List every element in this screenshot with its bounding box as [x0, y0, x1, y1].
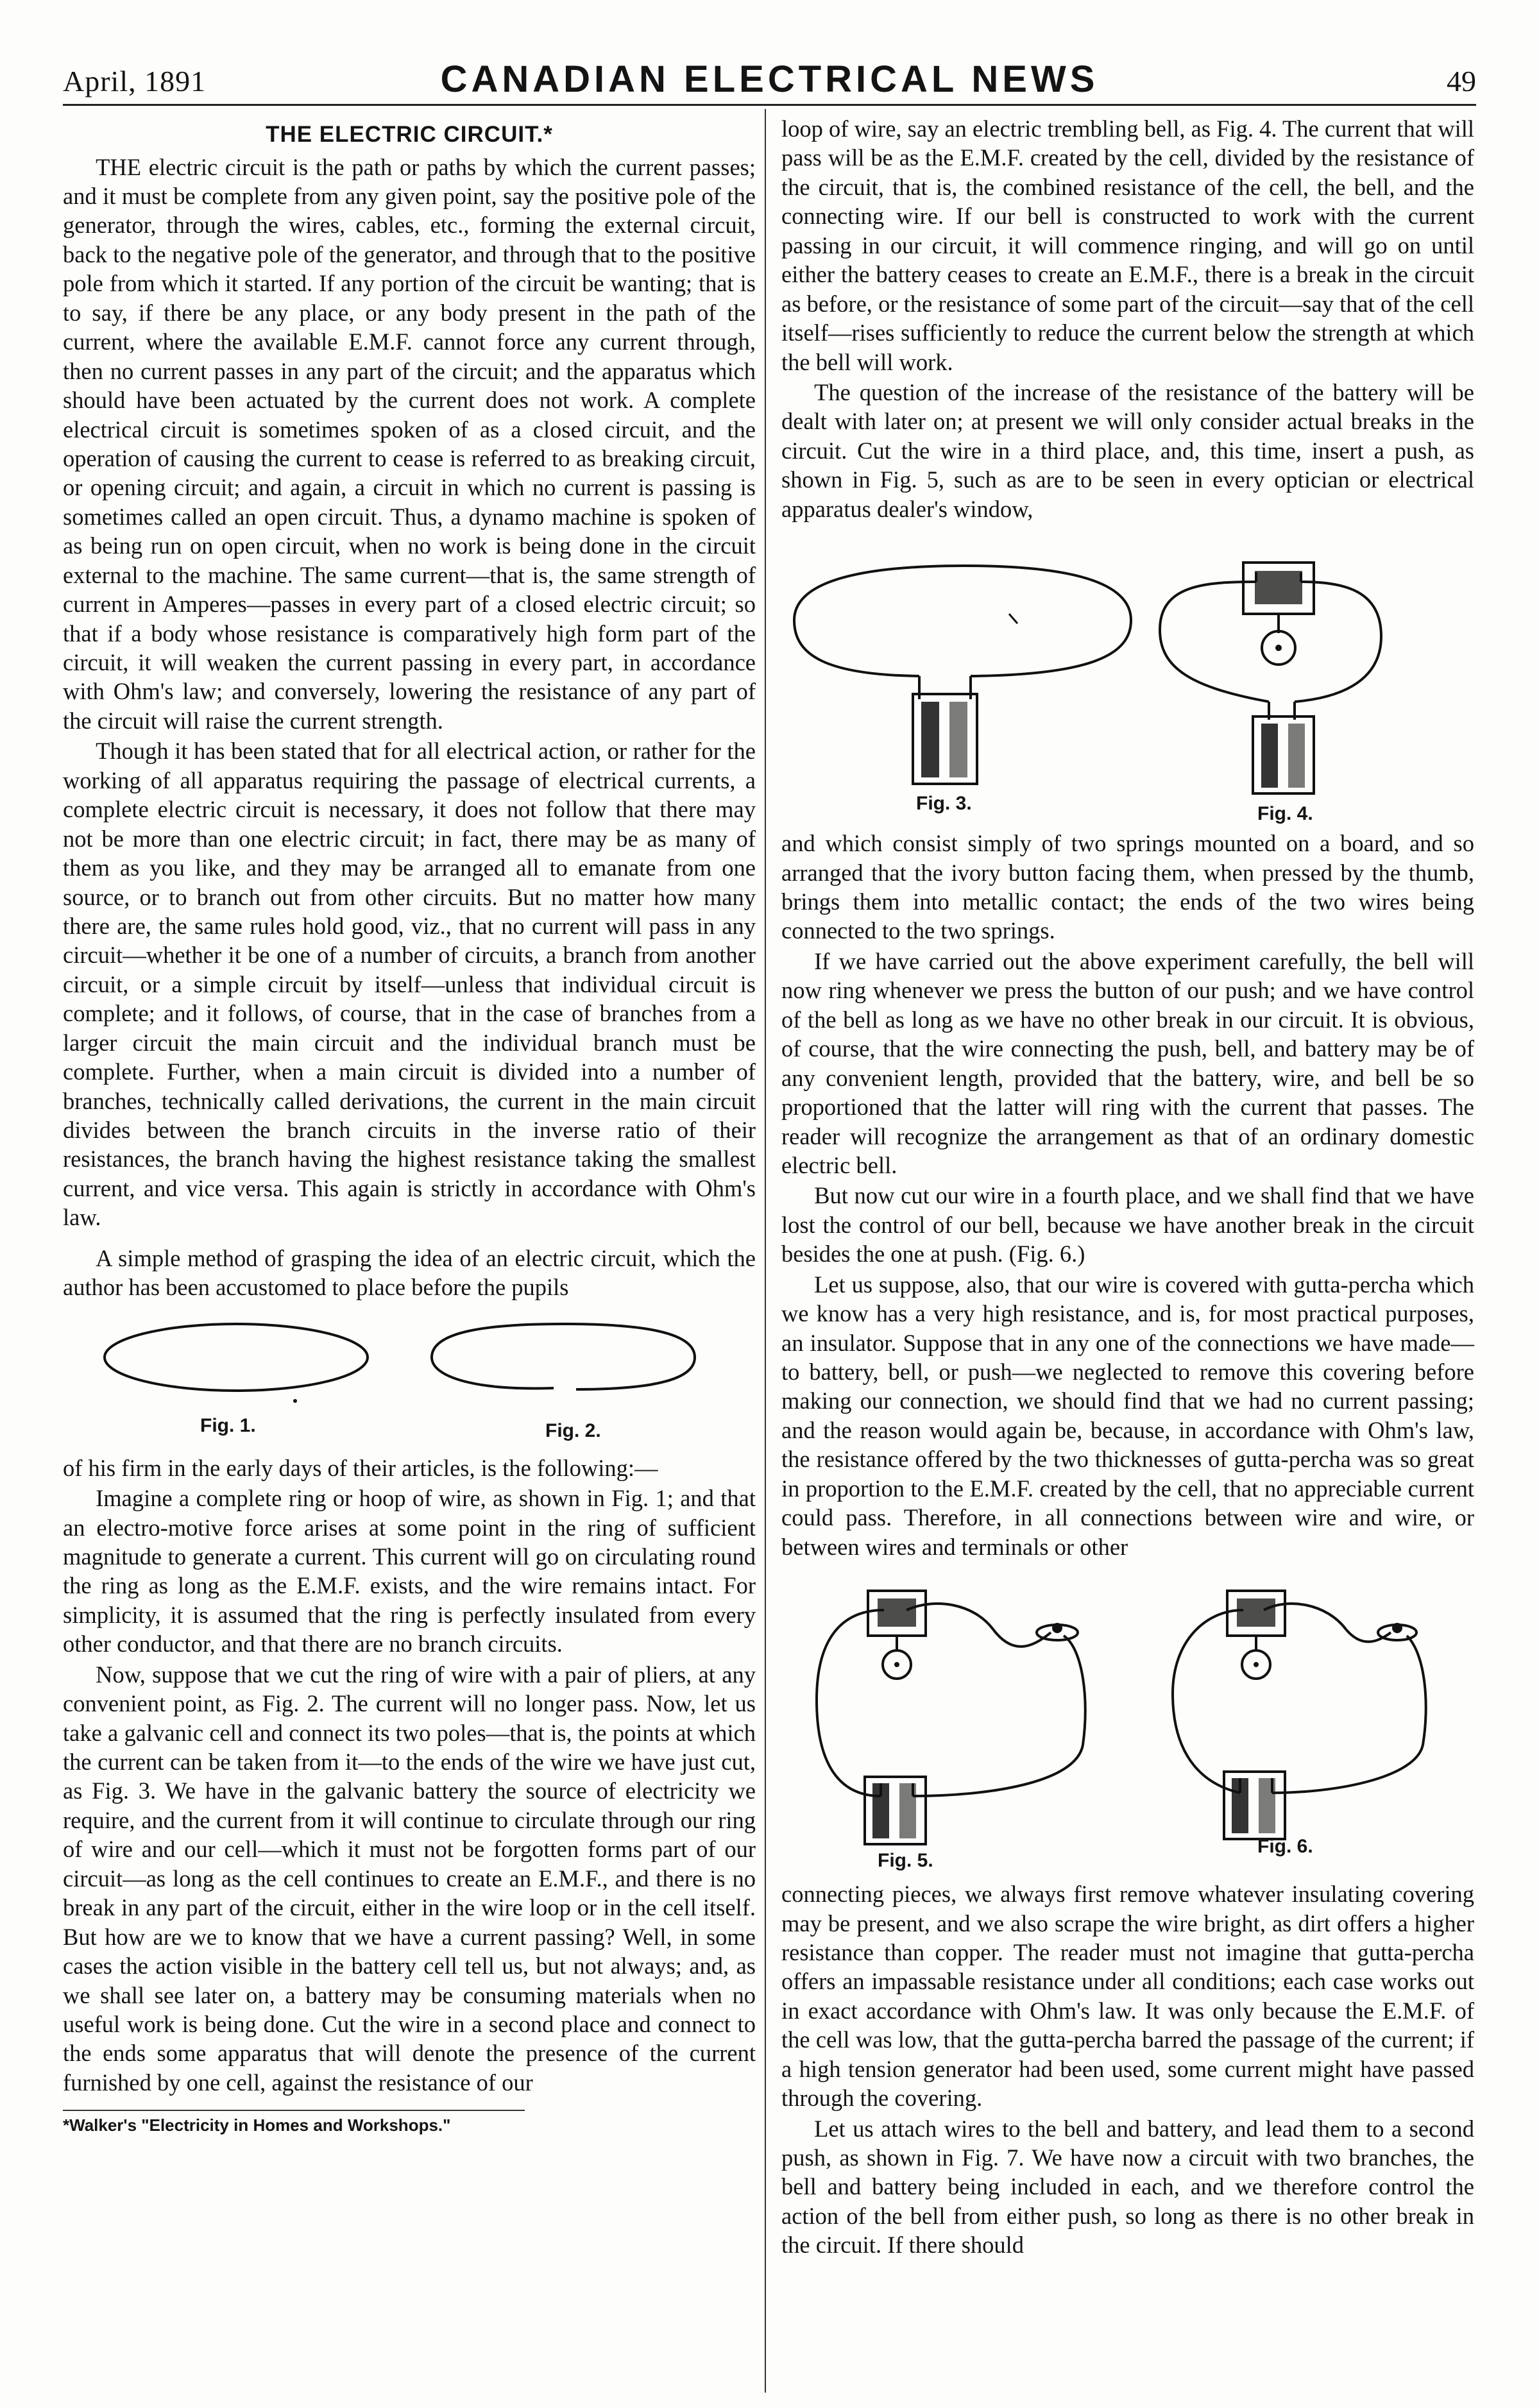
paragraph: But now cut our wire in a fourth place, and we shall find that we have lost the control of our bell, because we have another break in the circuit besides the one at push. (Fig. 6.): [781, 1182, 1474, 1268]
fig3-wire-loop: [794, 566, 1131, 676]
page-header: [63, 58, 1476, 103]
page-number: 49: [1447, 65, 1476, 98]
paragraph: If we have carried out the above experiment carefully, the bell will now ring whenever we press the button of our push; and we have control of the bell as long as we have no other break in our circuit. It is obvious, of course, that the wire connecting the push, bell, and battery may be of any convenient length, provided that the battery, wire, and bell be so proportioned that the latter will ring with the current that passes. The reader will recognize the arrangement as that of an ordinary domestic electric bell.: [781, 947, 1474, 1178]
article-title: THE ELECTRIC CIRCUIT.*: [266, 122, 553, 147]
wire-ring-cut: [432, 1324, 695, 1389]
footnote: *Walker's "Electricity in Homes and Workshops.": [63, 2110, 525, 2135]
paragraph: THE electric circuit is the path or paths by which the current passes; and it must be complete from any given point, say the positive pole of the generator, through the wires, cables, etc., forming the external circuit, back to the negative pole of the generator, and through that to the positive pole from which it started. If any portion of the circuit be wanting; that is to say, if there be any place, or any body present in the path of the current, where the available E.M.F. cannot force any current through, then no current passes in any part of the circuit; and the apparatus which should have been actuated by the current does not work. A complete electrical circuit is sometimes spoken of as a closed circuit, and the operation of causing the current to cease is referred to as breaking circuit, or opening circuit; and again, a circuit in which no current is passing is sometimes called an open circuit. Thus, a dynamo machine is spoken of as being run on open circuit, when no work is being done in the circuit external to the machine. The same current—that is, the same strength of current in Amperes—passes in every part of a closed electric circuit; so that if a body whose resistance is comparatively high form part of the circuit, it will weaken the current passing in every part, in accordance with Ohm's law; and conversely, lowering the resistance of any part of the circuit will raise the current strength.: [63, 153, 756, 734]
paragraph: of his firm in the early days of their articles, is the following:—: [63, 1454, 658, 1481]
column-divider: [765, 109, 766, 2393]
paragraph: and which consist simply of two springs mounted on a board, and so arranged that the ivory button facing them, when pressed by the thumb, brings them into metallic contact; the ends of the two wires being connected to the two springs.: [781, 830, 1474, 944]
paragraph: Imagine a complete ring or hoop of wire, as shown in Fig. 1; and that an electro-motive force arises at some point in the ring of sufficient magnitude to generate a current. This current will go on circulating round the ring as long as the E.M.F. exists, and the wire remains intact. For simplicity, it is assumed that the ring is perfectly insulated from every other conductor, and that there are no branch circuits.: [63, 1485, 756, 1658]
paragraph: connecting pieces, we always first remove whatever insulating covering may be present, and we also scrape the wire bright, as dirt offers a higher resistance than copper. The reader must not imagine that gutta-percha offers an impassable resistance under all conditions; each case works out in exact accordance with Ohm's law. It was only because the E.M.F. of the cell was low, that the gutta-percha barred the passage of the current; if a high tension generator had been used, some current might have passed through the covering.: [781, 1881, 1474, 2112]
paragraph: A simple method of grasping the idea of an electric circuit, which the author has been accustomed to place before the pupils: [63, 1244, 756, 1301]
paragraph: Let us suppose, also, that our wire is covered with gutta-percha which we know has a very high resistance, and is, for most practical purposes, an insulator. Suppose that in any one of the connections we have made—to battery, bell, or push—we neglected to remove this covering before making our connection, we should find that we had no current passing; and the reason would again be, because, in accordance with Ohm's law, the resistance offered by the two thicknesses of gutta-percha was so great in proportion to the E.M.F. created by the cell, that no appreciable current could pass. Therefore, in all connections between wire and wire, or between wires and terminals or other: [781, 1271, 1474, 1560]
figures-1-2: [63, 1312, 756, 1447]
paragraph: loop of wire, say an electric trembling bell, as Fig. 4. The current that will pass will be as the E.M.F. created by the cell, divided by the resistance of the circuit, that is, the combined resistance of the cell, the bell, and the connecting wire. If our bell is constructed to work with the current passing in our circuit, it will commence ringing, and will go on until either the battery ceases to create an E.M.F., there is a break in the circuit as before, or the resistance of some part of the circuit—say that of the cell itself—rises sufficiently to reduce the current below the strength at which the bell will work.: [781, 115, 1474, 375]
header-rule: [63, 104, 1476, 106]
fig4-caption: Fig. 4.: [1257, 803, 1313, 825]
right-column: [781, 114, 1474, 2260]
wire-ring-closed: [105, 1324, 368, 1391]
fig2-caption: Fig. 2.: [545, 1420, 601, 1441]
fig6-caption: Fig. 6.: [1257, 1836, 1313, 1858]
figures-5-6: [781, 1572, 1474, 1873]
fig1-caption: Fig. 1.: [200, 1414, 256, 1436]
masthead-title: CANADIAN ELECTRICAL NEWS: [440, 58, 1099, 100]
issue-date: April, 1891: [63, 65, 207, 98]
figure-3-4-drawing: [781, 534, 1474, 797]
figure-5-6-drawing: [781, 1572, 1474, 1847]
figures-3-4: [781, 534, 1474, 825]
fig5-caption: Fig. 5.: [878, 1850, 933, 1872]
paragraph: Let us attach wires to the bell and battery, and lead them to a second push, as shown in Fig. 7. We have now a circuit with two branches, the bell and battery being included in each, and we therefore control the action of the bell from either push, so long as there is no other break in the circuit. If there should: [781, 2115, 1474, 2259]
paragraph: Though it has been stated that for all electrical action, or rather for the working of all apparatus requiring the passage of electrical currents, a complete electric circuit is necessary, it does not follow that there may not be more than one electric circuit; in fact, there may be as many of them as you like, and they may be arranged all to emanate from one source, or to branch out from other circuits. But no matter how many there are, the same rules hold good, viz., that no current will pass in any circuit—whether it be one of a number of circuits, a branch from another circuit, or a simple circuit by itself—unless that individual circuit is complete; and it follows, of course, that in the case of branches from a larger circuit the main circuit and the individual branch must be complete. Further, when a main circuit is divided into a number of branches, technically called derivations, the current in the main circuit divides between the branch circuits in the inverse ratio of their resistances, the branch having the highest resistance taking the smallest current, and vice versa. This again is strictly in accordance with Ohm's law.: [63, 738, 756, 1231]
left-column: [63, 114, 756, 2136]
fig3-caption: Fig. 3.: [916, 793, 972, 815]
paragraph: The question of the increase of the resistance of the battery will be dealt with later on; at present we will only consider actual breaks in the circuit. Cut the wire in a third place, and, this time, insert a push, as shown in Fig. 5, such as are to be seen in every optician or electrical apparatus dealer's window,: [781, 378, 1474, 522]
paragraph: Now, suppose that we cut the ring of wire with a pair of pliers, at any convenient point, as Fig. 2. The current will no longer pass. Now, let us take a galvanic cell and connect its two poles—that is, the points at which the current can be taken from it—to the ends of the wire we have just cut, as Fig. 3. We have in the galvanic battery the source of electricity we require, and the current from it will continue to circulate through our ring of wire and our cell—which it must not be forgotten forms part of our circuit—as long as the cell continues to create an E.M.F., and there is no break in any part of the circuit, either in the wire loop or in the cell itself. But how are we to know that we have a current passing? Well, in some cases the action visible in the battery cell tell us, but not always; and, as we shall see later on, a battery may be consuming materials when no useful work is being done. Cut the wire in a second place and connect to the ends some apparatus that will denote the presence of the current furnished by one cell, against the resistance of our: [63, 1661, 756, 2096]
figure-1-2-drawing: [63, 1312, 756, 1409]
